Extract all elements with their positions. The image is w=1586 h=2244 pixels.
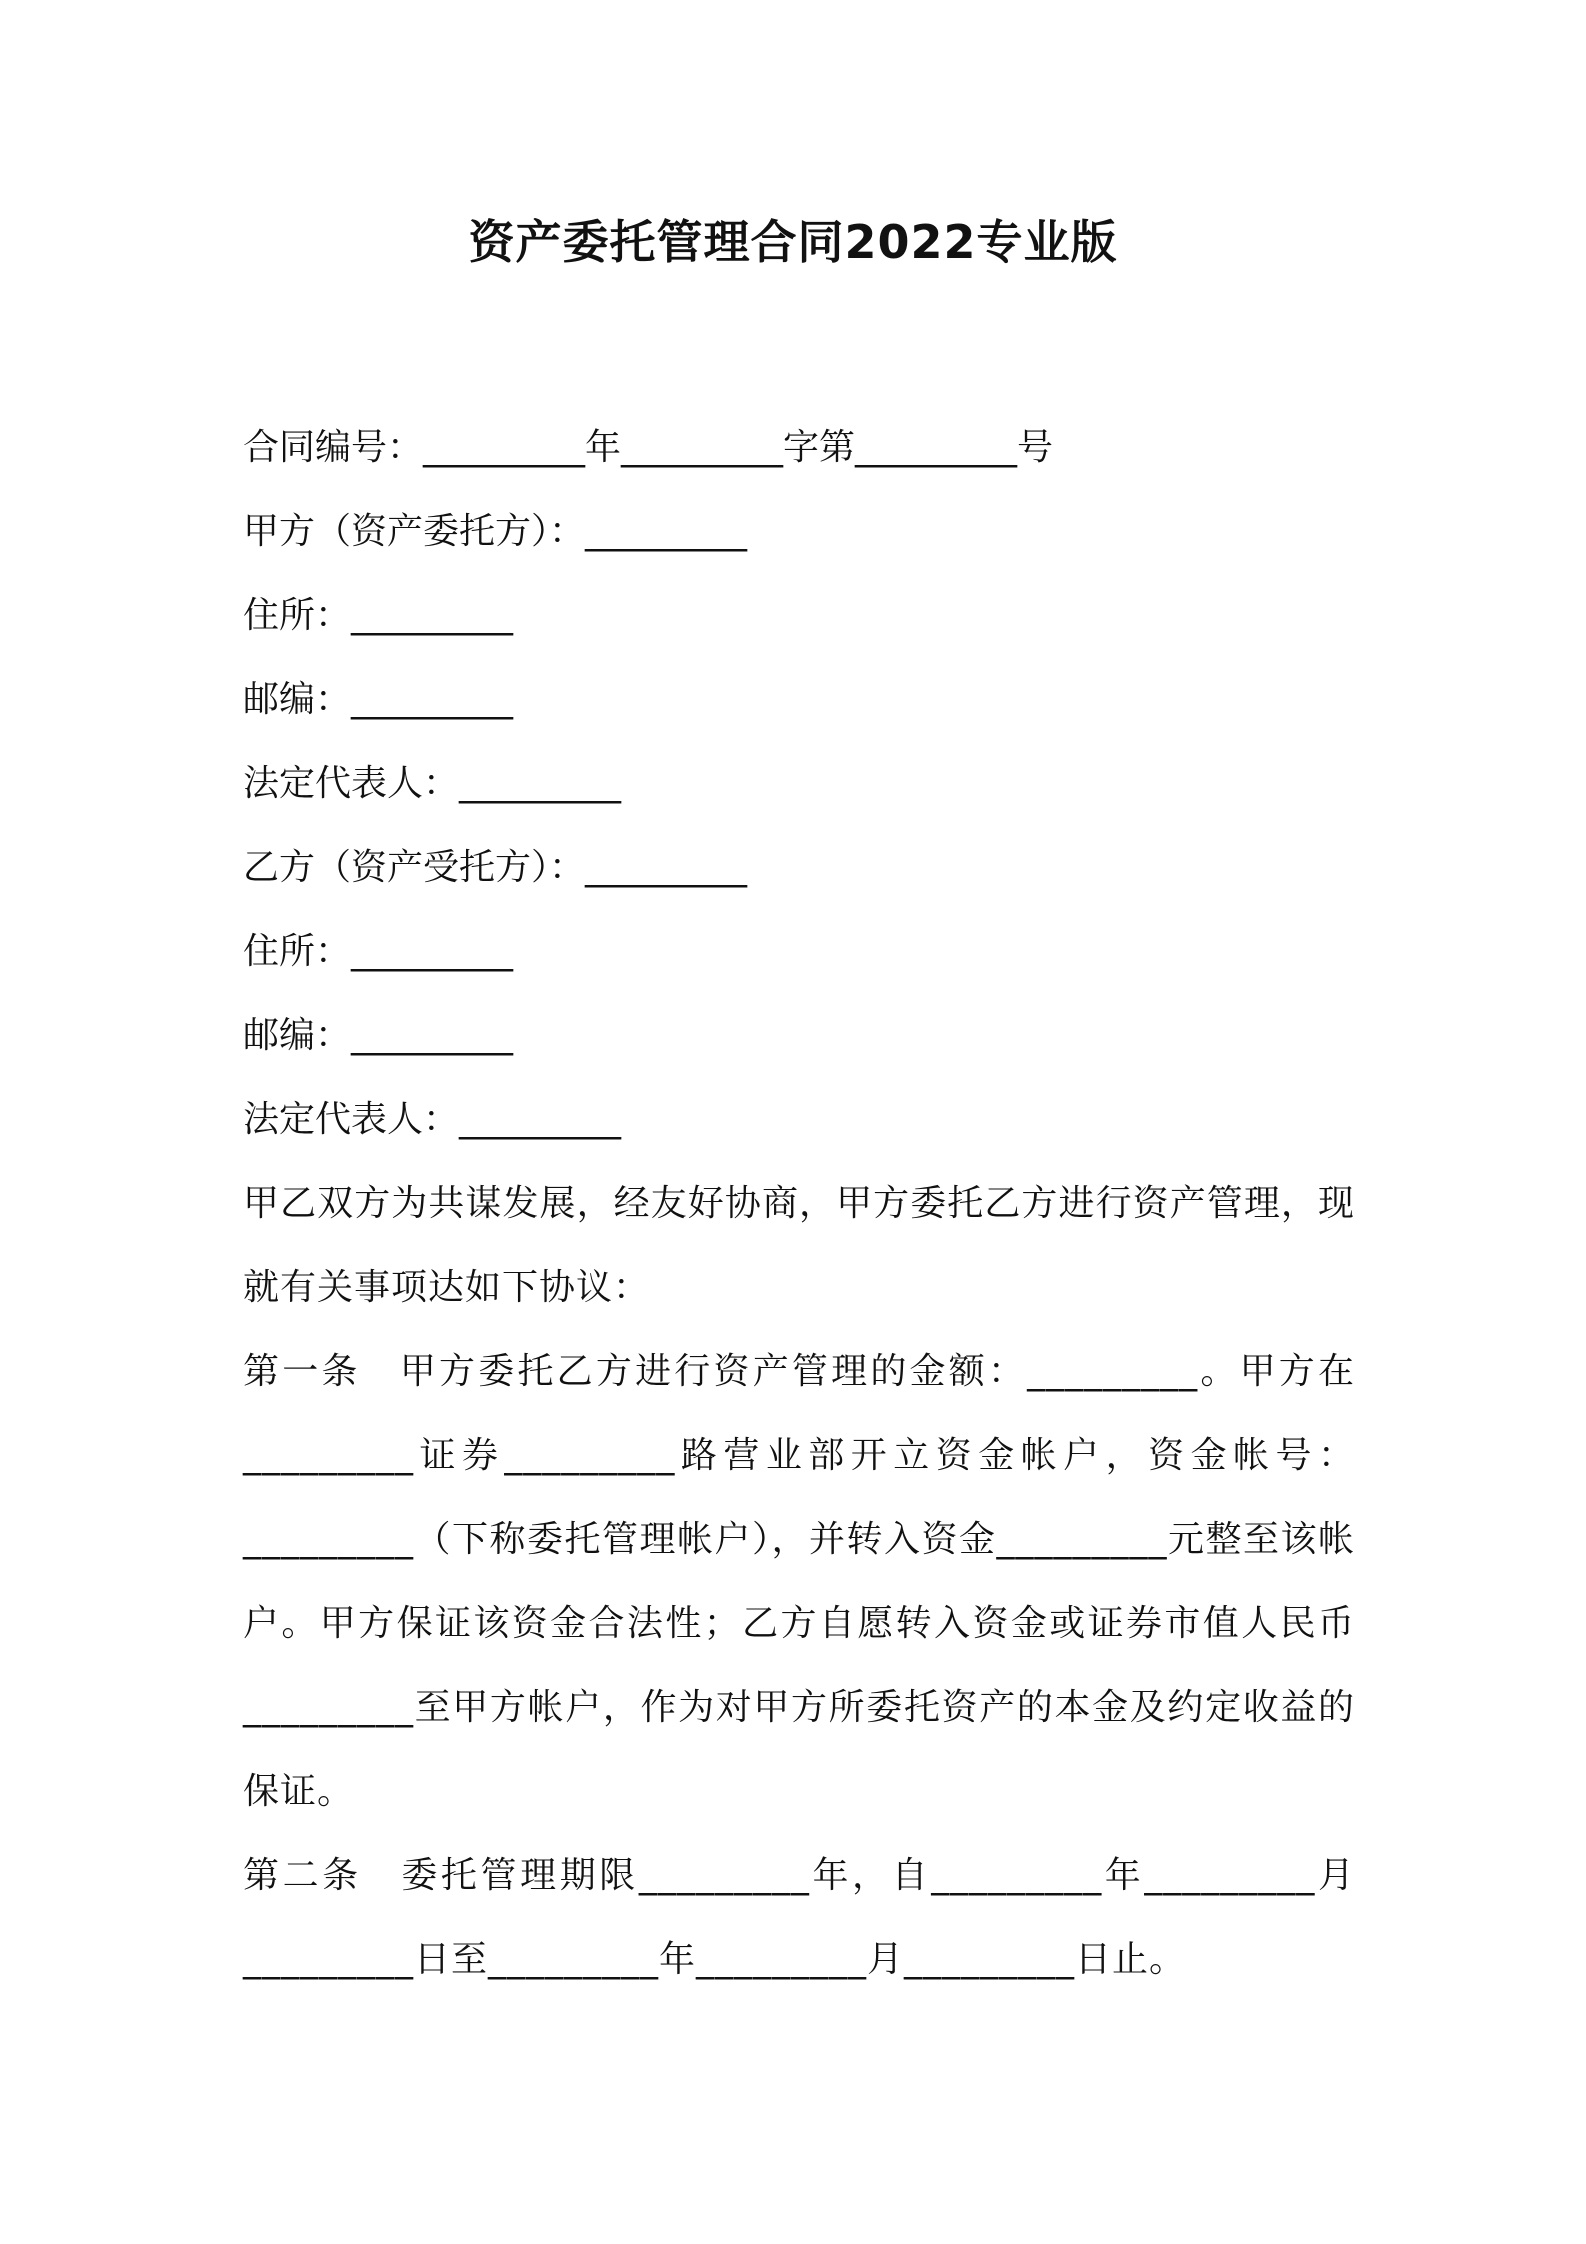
article-1-paragraph: 第一条 甲方委托乙方进行资产管理的金额：_________。甲方在_________证券_________路营业部开立资金帐户，资金帐号：_________（下称委托管理帐户），并转入资金_________元整至该帐户。甲方保证该资金合法性；乙方自愿转入资金或证券市值人民币_________至甲方帐户，作为对甲方所委托资产的本金及约定收益的保证。	[243, 1351, 1355, 1812]
party-a-legal-rep-line: 法定代表人：_________	[243, 763, 622, 804]
party-a-line: 甲方（资产委托方）：_________	[243, 511, 748, 552]
party-b-address-line: 住所：_________	[243, 931, 514, 972]
contract-number-line: 合同编号：_________年_________字第_________号	[243, 427, 1054, 468]
document-title: 资产委托管理合同2022专业版	[468, 215, 1118, 269]
party-b-line: 乙方（资产受托方）：_________	[243, 847, 748, 888]
article-2-paragraph: 第二条 委托管理期限_________年，自_________年_________月_________日至_________年_________月_________日止。	[243, 1855, 1355, 1980]
party-b-legal-rep-line: 法定代表人：_________	[243, 1099, 622, 1140]
party-a-postcode-line: 邮编：_________	[243, 679, 514, 720]
party-a-address-line: 住所：_________	[243, 595, 514, 636]
preamble-paragraph: 甲乙双方为共谋发展，经友好协商，甲方委托乙方进行资产管理，现就有关事项达如下协议：	[243, 1183, 1355, 1308]
document-body	[243, 406, 1355, 2002]
party-b-postcode-line: 邮编：_________	[243, 1015, 514, 1056]
